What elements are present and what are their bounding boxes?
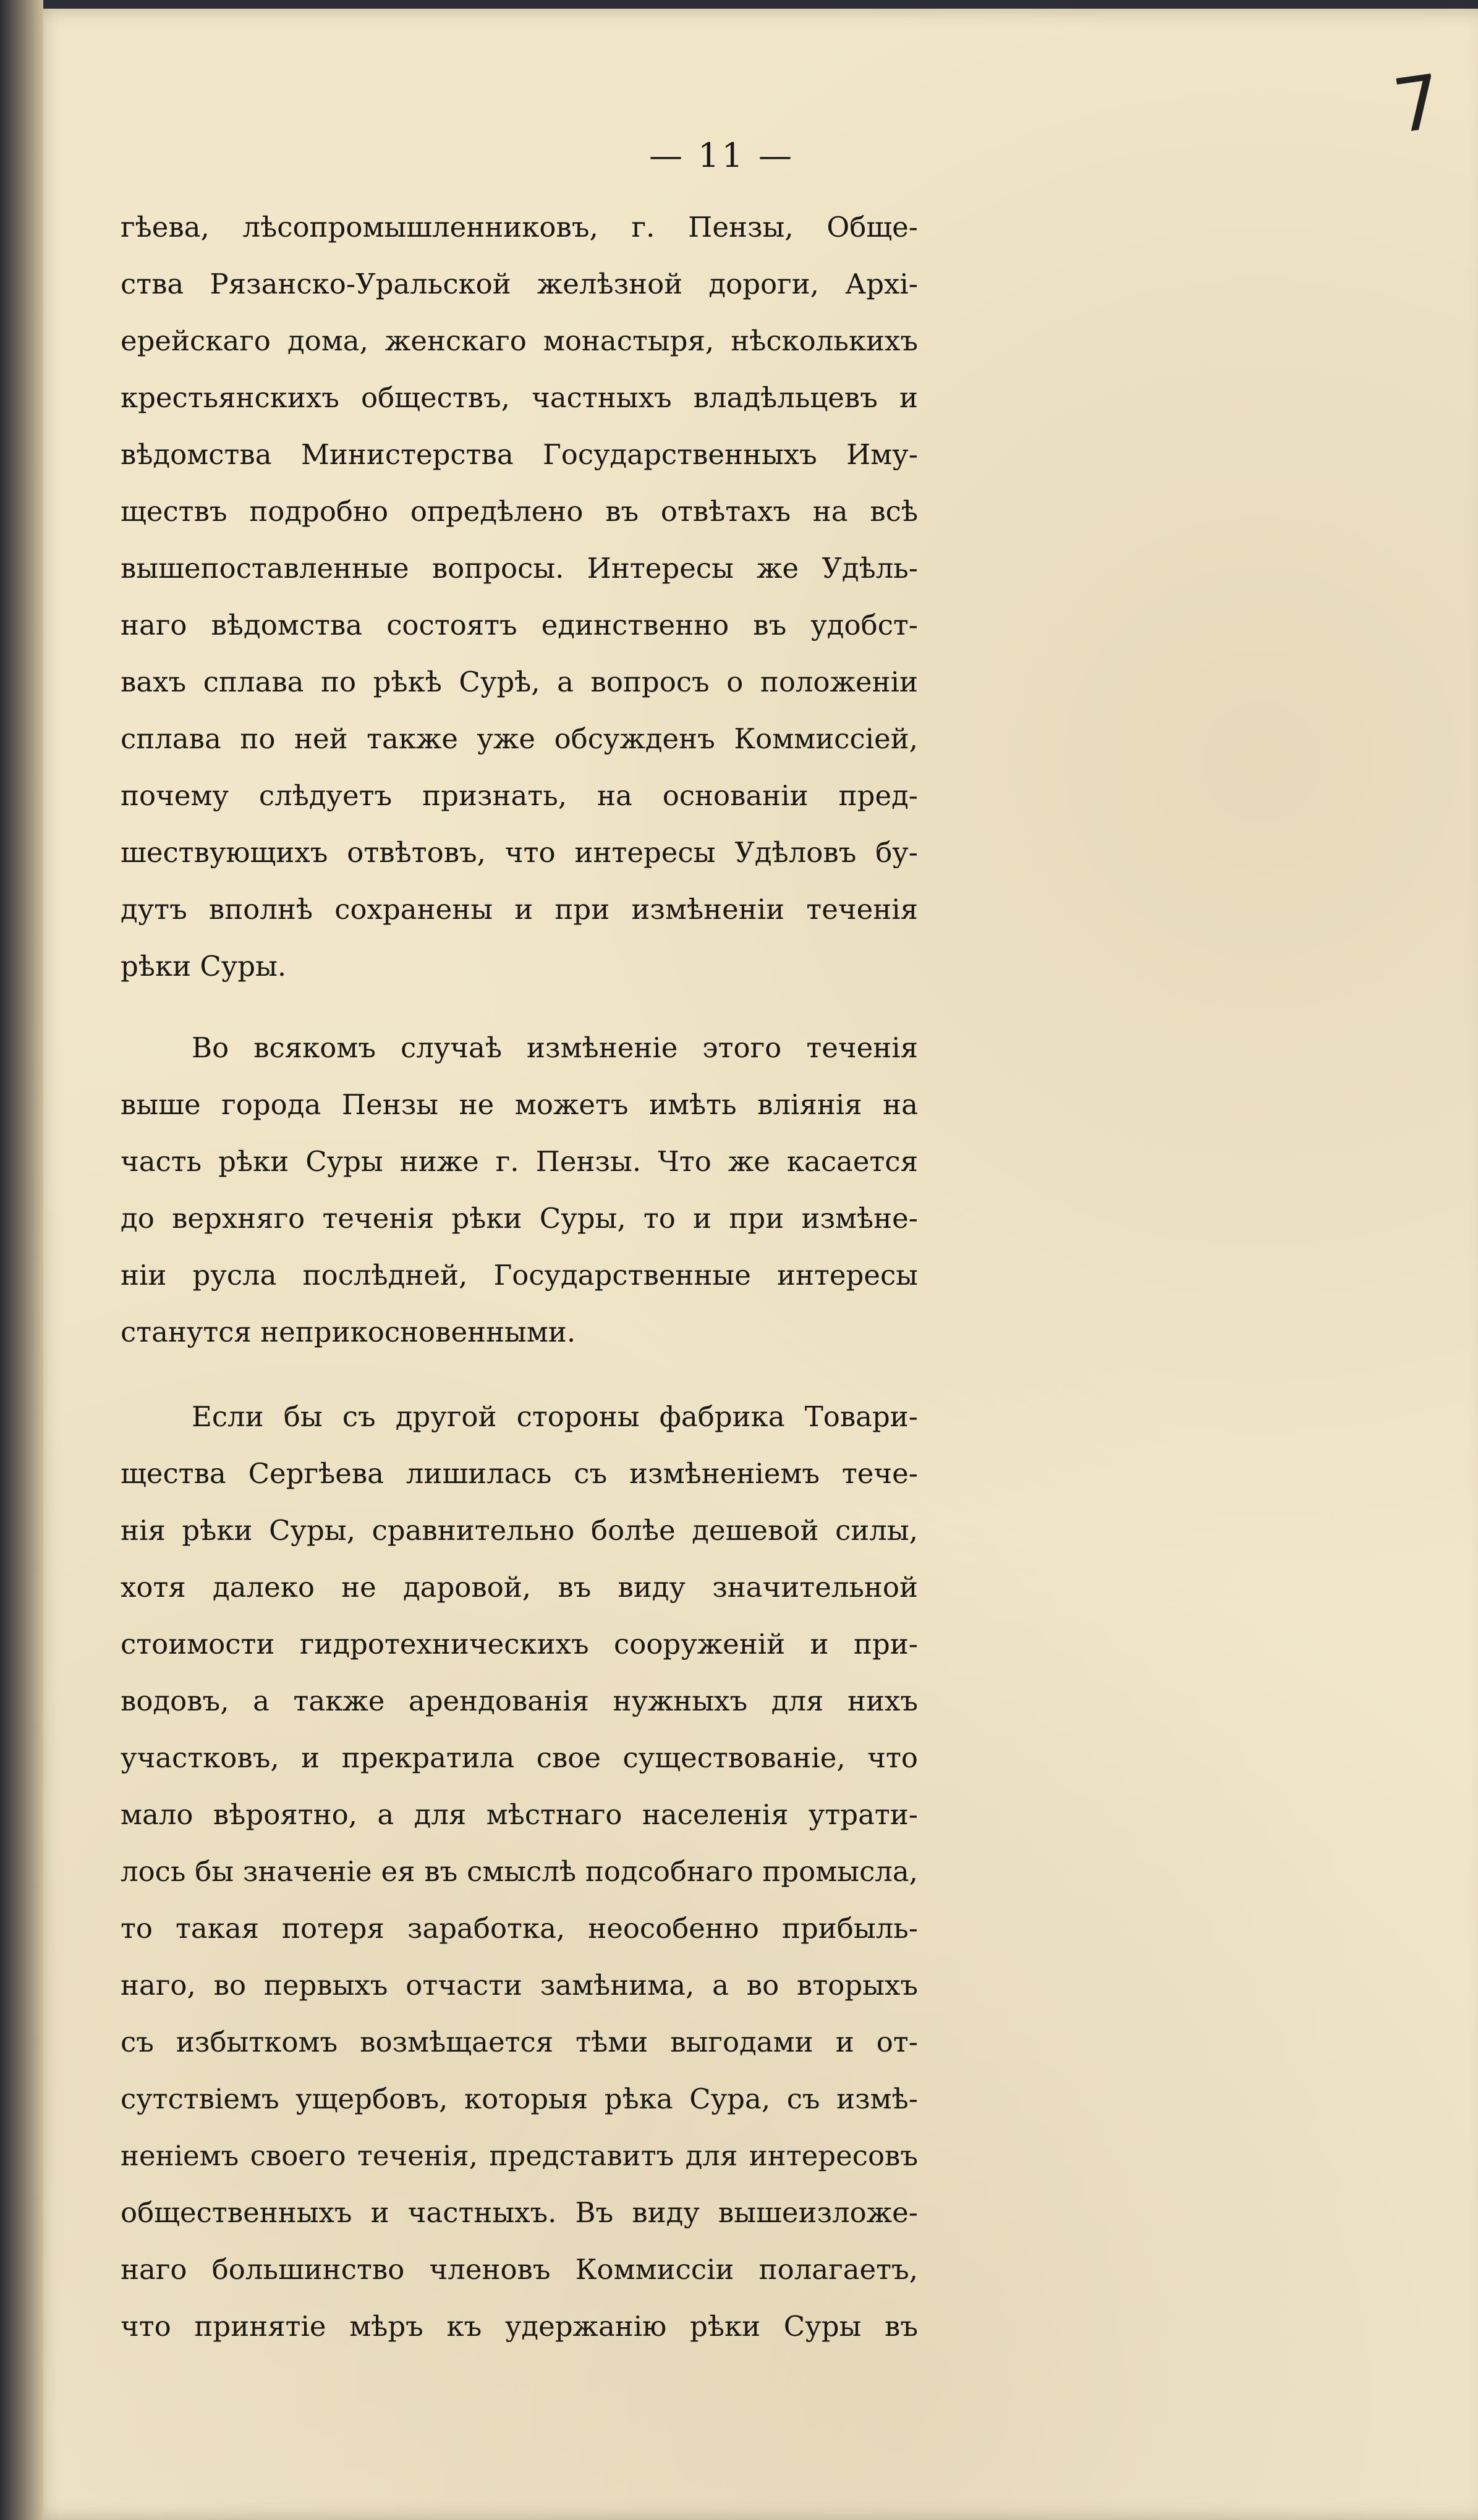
text-line: гѣева, лѣсопромышленниковъ, г. Пензы, Обще-: [121, 211, 918, 243]
text-line: крестьянскихъ обществъ, частныхъ владѣльцевъ и: [121, 381, 918, 414]
text-line: щества Сергѣева лишилась съ измѣненіемъ тече-: [121, 1457, 918, 1490]
text-line: лось бы значеніе ея въ смыслѣ подсобнаго промысла,: [121, 1855, 918, 1888]
text-line: станутся неприкосновенными.: [121, 1316, 576, 1348]
text-line: ществъ подробно опредѣлено въ отвѣтахъ на всѣ: [121, 495, 918, 528]
body-text: [121, 199, 918, 2355]
paragraph-gap: [121, 995, 918, 1020]
text-line: что принятіе мѣръ къ удержанію рѣки Суры въ: [121, 2310, 918, 2343]
text-line: водовъ, а также арендованія нужныхъ для нихъ: [121, 1685, 918, 1717]
text-line: съ избыткомъ возмѣщается тѣми выгодами и от-: [121, 2026, 918, 2058]
text-line: рѣки Суры.: [121, 950, 287, 983]
binding-shadow: [0, 0, 43, 2520]
text-line: вахъ сплава по рѣкѣ Сурѣ, а вопросъ о положеніи: [121, 666, 918, 698]
page-number: — 11 —: [649, 136, 795, 175]
text-line: мало вѣроятно, а для мѣстнаго населенія утрати-: [121, 1798, 918, 1831]
text-line: хотя далеко не даровой, въ виду значительной: [121, 1571, 918, 1604]
text-line: вышепоставленные вопросы. Интересы же Удѣль-: [121, 552, 918, 585]
text-line: сплава по ней также уже обсужденъ Коммиссіей,: [121, 722, 918, 755]
text-line: ерейскаго дома, женскаго монастыря, нѣсколькихъ: [121, 324, 918, 357]
text-line: дутъ вполнѣ сохранены и при измѣненіи теченія: [121, 893, 918, 926]
text-line: часть рѣки Суры ниже г. Пензы. Что же касается: [121, 1145, 918, 1178]
text-line: общественныхъ и частныхъ. Въ виду вышеизложе-: [121, 2196, 918, 2229]
text-line: Если бы съ другой стороны фабрика Товари-: [192, 1400, 918, 1433]
text-line: почему слѣдуетъ признать, на основаніи пред-: [121, 779, 918, 812]
text-line: шествующихъ отвѣтовъ, что интересы Удѣловъ бу-: [121, 836, 918, 869]
text-line: нія рѣки Суры, сравнительно болѣе дешевой силы,: [121, 1514, 918, 1547]
text-line: наго вѣдомства состоятъ единственно въ удобст-: [121, 609, 918, 641]
text-line: то такая потеря заработка, неособенно прибыль-: [121, 1912, 918, 1945]
text-line: наго, во первыхъ отчасти замѣнима, а во вторыхъ: [121, 1969, 918, 2002]
text-line: неніемъ своего теченія, представитъ для интересовъ: [121, 2139, 918, 2172]
text-line: выше города Пензы не можетъ имѣть вліянія на: [121, 1088, 918, 1121]
text-line: сутствіемъ ущербовъ, которыя рѣка Сура, съ измѣ-: [121, 2082, 918, 2115]
top-edge: [0, 0, 1478, 9]
text-line: наго большинство членовъ Коммиссіи полагаетъ,: [121, 2253, 918, 2286]
text-line: до верхняго теченія рѣки Суры, то и при измѣне-: [121, 1202, 918, 1235]
text-line: Во всякомъ случаѣ измѣненіе этого теченія: [192, 1031, 918, 1064]
text-line: ніи русла послѣдней, Государственные интересы: [121, 1259, 918, 1292]
text-line: участковъ, и прекратила свое существованіе, что: [121, 1741, 918, 1774]
text-line: ства Рязанско-Уральской желѣзной дороги, Архі-: [121, 268, 918, 300]
handwritten-folio-number: 7: [1388, 59, 1447, 151]
text-line: стоимости гидротехническихъ сооруженій и при-: [121, 1628, 918, 1660]
paragraph-gap: [121, 1361, 918, 1389]
text-line: вѣдомства Министерства Государственныхъ Иму-: [121, 438, 918, 471]
